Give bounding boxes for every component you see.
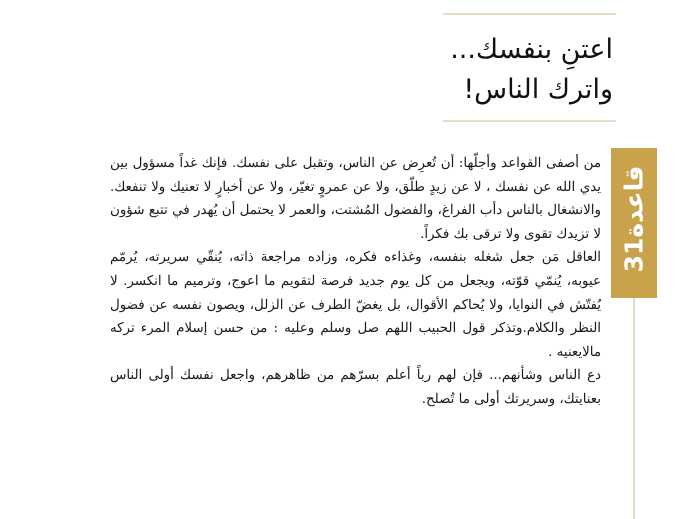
badge-label: قاعدة xyxy=(619,165,649,238)
side-vertical-line xyxy=(633,298,635,519)
title-divider xyxy=(443,120,616,122)
top-divider xyxy=(443,13,616,15)
paragraph-2: العاقل مَن جعل شغله بنفسه، وغذاءه فكره، وزاده مراجعة ذاته، يُنقّي سريرته، يُرمّم عيوبه، يُنمّي قوّته، ويجعل من كل يوم جديد فرصة لتقويم ما اعوج، وترميم ما انكسر. لا يُفتّش في النوايا، ولا يُحاكم الأقوال، بل يغضّ الطرف عن الزلل، ويصون نفسه عن فضول النظر والكلام.وتذكر قول الحبيب اللهم صل وسلم وعليه : من حسن إسلام المرء تركه مالايعنيه . xyxy=(110,250,601,360)
article-body xyxy=(110,152,601,412)
title-line-2: واترك الناس! xyxy=(463,74,613,105)
paragraph-1: من أصفى القواعد وأجلّها: أن تُعرِض عن الناس، وتقبل على نفسك. فإنك غداً مسؤول بين يدي الله عن نفسك ، لا عن زيدٍ طلّق، ولا عن عمروٍ تغيّر، ولا عن أخبارٍ لا تعنيك ولا تنفعك. والانشغال بالناس دأب الفراغ، والفضول المُشتت، والعمر لا يحتمل أن يُهدر في تتبع شؤون لا تزيدك تقوى ولا ترقى بك فكراً. xyxy=(110,156,601,242)
paragraph-3: دع الناس وشأنهم... فإن لهم رباً أعلم بسرّهم من ظاهرهم، واجعل نفسك أولى الناس بعنايتك، وسريرتك أولى ما تُصلح. xyxy=(110,368,601,407)
title-line-1: اعتنِ بنفسك... xyxy=(450,34,613,65)
rule-number-badge-text xyxy=(620,166,649,281)
rule-number-badge xyxy=(611,148,657,298)
page-title xyxy=(400,30,613,110)
badge-number: 31 xyxy=(619,237,649,273)
